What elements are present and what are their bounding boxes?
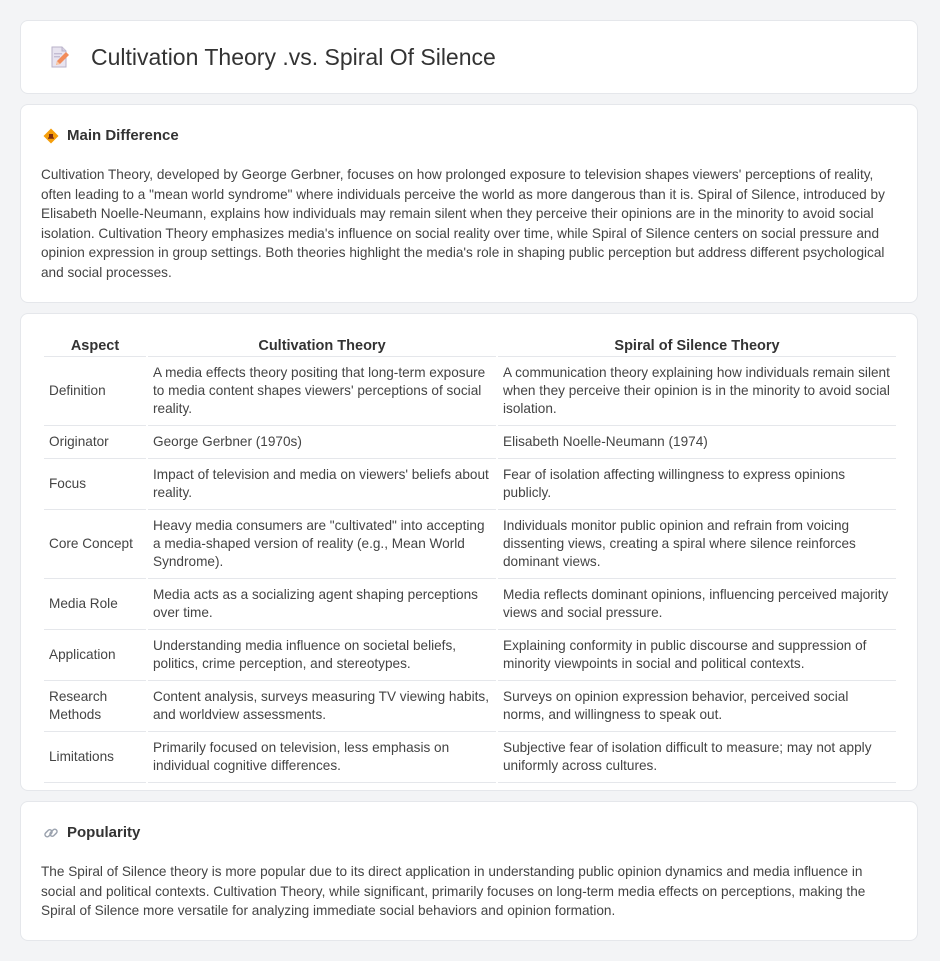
table-row — [44, 510, 896, 579]
table-row — [44, 630, 896, 681]
row-aspect: Media Role — [44, 579, 146, 630]
row-cultivation: Understanding media influence on societal beliefs, politics, crime perception, and stereotypes. — [148, 630, 496, 681]
popularity-text: The Spiral of Silence theory is more popular due to its direct application in understanding public opinion dynamics and media influence in social and political contexts. Cultivation Theory, while significant, primarily focuses on long-term media effects on perceptions, making the Spiral of Silence more versatile for analyzing immediate social behaviors and opinion formation. — [41, 864, 866, 918]
row-aspect: Originator — [44, 426, 146, 459]
row-aspect: Limitations — [44, 732, 146, 783]
table-row — [44, 426, 896, 459]
row-cultivation: Heavy media consumers are "cultivated" into accepting a media-shaped version of reality (e.g., Mean World Syndrome). — [148, 510, 496, 579]
row-cultivation: Media acts as a socializing agent shaping perceptions over time. — [148, 579, 496, 630]
table-row — [44, 357, 896, 426]
header-cultivation: Cultivation Theory — [148, 334, 496, 357]
row-spiral: Elisabeth Noelle-Neumann (1974) — [498, 426, 896, 459]
main-difference-header — [43, 127, 179, 144]
document-pencil-icon — [47, 45, 71, 69]
table-row — [44, 459, 896, 510]
row-aspect: Research Methods — [44, 681, 146, 732]
row-aspect: Application — [44, 630, 146, 681]
page-title: Cultivation Theory .vs. Spiral Of Silence — [91, 43, 496, 70]
row-cultivation: Content analysis, surveys measuring TV viewing habits, and worldview assessments. — [148, 681, 496, 732]
row-cultivation: Impact of television and media on viewers' beliefs about reality. — [148, 459, 496, 510]
main-difference-heading: Main Difference — [67, 127, 179, 144]
diamond-sign-icon — [43, 128, 59, 144]
table-header-row — [44, 334, 896, 357]
table-row — [44, 732, 896, 783]
row-spiral: Explaining conformity in public discourse and suppression of minority viewpoints in social and political contexts. — [498, 630, 896, 681]
comparison-table — [42, 334, 898, 783]
table-row — [44, 579, 896, 630]
row-spiral: Subjective fear of isolation difficult to measure; may not apply uniformly across cultures. — [498, 732, 896, 783]
main-difference-card — [20, 104, 918, 303]
row-spiral: Surveys on opinion expression behavior, perceived social norms, and willingness to speak out. — [498, 681, 896, 732]
row-aspect: Focus — [44, 459, 146, 510]
header-aspect: Aspect — [44, 334, 146, 357]
table-row — [44, 681, 896, 732]
main-difference-text: Cultivation Theory, developed by George Gerbner, focuses on how prolonged exposure to television shapes viewers' perceptions of reality, often leading to a "mean world syndrome" where individuals perceive the world as more dangerous than it is. Spiral of Silence, introduced by Elisabeth Noelle-Neumann, explains how individuals may remain silent when they perceive their opinions are in the minority to avoid social isolation. Cultivation Theory emphasizes media's influence on social reality over time, while Spiral of Silence centers on social pressure and opinion expression in group settings. Both theories highlight the media's role in shaping public perception but address different psychological and social processes. — [41, 167, 885, 280]
title-card — [20, 20, 918, 94]
row-cultivation: Primarily focused on television, less emphasis on individual cognitive differences. — [148, 732, 496, 783]
comparison-card — [20, 313, 918, 791]
popularity-header — [43, 824, 140, 841]
link-icon — [43, 825, 59, 841]
row-spiral: Individuals monitor public opinion and refrain from voicing dissenting views, creating a spiral where silence reinforces dominant views. — [498, 510, 896, 579]
row-cultivation: A media effects theory positing that long-term exposure to media content shapes viewers' perceptions of social reality. — [148, 357, 496, 426]
row-spiral: Fear of isolation affecting willingness to express opinions publicly. — [498, 459, 896, 510]
popularity-card — [20, 801, 918, 941]
row-cultivation: George Gerbner (1970s) — [148, 426, 496, 459]
row-aspect: Core Concept — [44, 510, 146, 579]
popularity-heading: Popularity — [67, 824, 141, 841]
row-aspect: Definition — [44, 357, 146, 426]
row-spiral: A communication theory explaining how individuals remain silent when they perceive their opinion is in the minority to avoid social isolation. — [498, 357, 896, 426]
row-spiral: Media reflects dominant opinions, influencing perceived majority views and social pressure. — [498, 579, 896, 630]
header-spiral: Spiral of Silence Theory — [498, 334, 896, 357]
